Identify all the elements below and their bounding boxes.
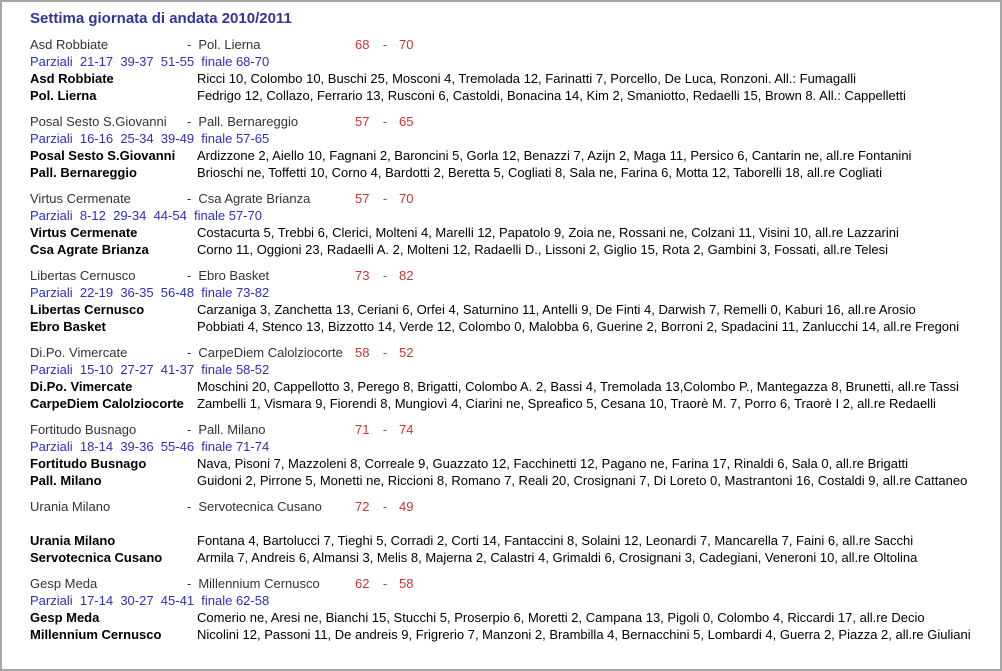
roster-players: Fontana 4, Bartolucci 7, Tieghi 5, Corradi 2, Corti 14, Fantaccini 8, Solaini 12, Leonardi 7, Mancarella 7, Faini 6, all.re Sacchi <box>197 533 914 548</box>
vs-dash: - <box>187 191 192 206</box>
home-score: 58 <box>355 345 370 360</box>
away-team-group <box>187 37 261 52</box>
away-team-group <box>187 499 322 514</box>
away-roster-row <box>30 164 984 181</box>
match-score <box>355 498 415 515</box>
roster-players: Ardizzone 2, Aiello 10, Fagnani 2, Baroncini 5, Gorla 12, Benazzi 7, Azijn 2, Maga 11, Persico 6, Cantarin ne, all.re Fontanini <box>197 148 912 163</box>
away-team-group <box>187 576 320 591</box>
home-team-name: Posal Sesto S.Giovanni <box>30 114 167 129</box>
home-team-name: Gesp Meda <box>30 576 98 591</box>
home-score: 71 <box>355 422 370 437</box>
match-score <box>355 190 415 207</box>
roster-players: Comerio ne, Aresi ne, Bianchi 15, Stucchi 5, Proserpio 6, Moretti 2, Campana 13, Pigoli 0, Colombo 4, Riccardi 17, all.re Decio <box>197 610 925 625</box>
roster-team-name: Virtus Cermenate <box>30 225 138 240</box>
home-roster-row <box>30 70 984 87</box>
home-score: 73 <box>355 268 370 283</box>
away-roster-row <box>30 626 984 643</box>
away-score: 52 <box>399 345 414 360</box>
away-roster-row <box>30 87 984 104</box>
away-roster-row <box>30 395 984 412</box>
vs-dash: - <box>187 422 192 437</box>
match-header <box>30 344 984 361</box>
away-score: 58 <box>399 576 414 591</box>
match-block <box>30 344 984 412</box>
home-roster-row <box>30 147 984 164</box>
away-team-name: Pall. Milano <box>198 422 266 437</box>
roster-players: Zambelli 1, Vismara 9, Fiorendi 8, Mungiovì 4, Ciarini ne, Spreafico 5, Cesana 10, Traorè M. 7, Porro 6, Traorè I 2, all.re Redaelli <box>197 396 936 411</box>
match-header <box>30 190 984 207</box>
match-block <box>30 267 984 335</box>
roster-players: Brioschi ne, Toffetti 10, Corno 4, Bardotti 2, Beretta 5, Cogliati 8, Sala ne, Farina 6, Motta 12, Taborelli 18, all.re Cogliati <box>197 165 883 180</box>
away-roster-row <box>30 241 984 258</box>
roster-team-name: Pol. Lierna <box>30 88 97 103</box>
roster-players: Corno 11, Oggioni 23, Radaelli A. 2, Molteni 12, Radaelli D., Lissoni 2, Giglio 15, Rota 2, Gambini 3, Fossati, all.re Telesi <box>197 242 889 257</box>
match-header <box>30 267 984 284</box>
away-team-name: Pall. Bernareggio <box>198 114 299 129</box>
away-team-name: Millennium Cernusco <box>198 576 320 591</box>
home-team-name: Urania Milano <box>30 499 111 514</box>
roster-players: Costacurta 5, Trebbi 6, Clerici, Molteni 4, Marelli 12, Papatolo 9, Zoia ne, Rossani ne, Colzani 11, Visini 10, all.re Lazzarini <box>197 225 899 240</box>
roster-players: Carzaniga 3, Zanchetta 13, Ceriani 6, Orfei 4, Saturnino 11, Antelli 9, De Finti 4, Darwish 7, Remelli 0, Kaburi 16, all.re Arosio <box>197 302 916 317</box>
home-team-name: Libertas Cernusco <box>30 268 136 283</box>
away-score: 70 <box>399 37 414 52</box>
roster-team-name: Posal Sesto S.Giovanni <box>30 148 176 163</box>
match-header <box>30 113 984 130</box>
away-score: 49 <box>399 499 414 514</box>
parziali-line: Parziali 22-19 36-35 56-48 finale 73-82 <box>30 285 270 300</box>
roster-team-name: Gesp Meda <box>30 610 100 625</box>
matches-list <box>30 36 984 643</box>
home-score: 68 <box>355 37 370 52</box>
away-team-name: CarpeDiem Calolziocorte <box>198 345 343 360</box>
roster-team-name: CarpeDiem Calolziocorte <box>30 396 184 411</box>
home-roster-row <box>30 378 984 395</box>
match-score <box>355 421 415 438</box>
vs-dash: - <box>187 576 192 591</box>
vs-dash: - <box>187 345 192 360</box>
roster-team-name: Ebro Basket <box>30 319 106 334</box>
roster-team-name: Servotecnica Cusano <box>30 550 163 565</box>
roster-players: Ricci 10, Colombo 10, Buschi 25, Mosconi 4, Tremolada 12, Farinatti 7, Porcello, De Luca, Ronzoni. All.: Fumagalli <box>197 71 856 86</box>
roster-team-name: Csa Agrate Brianza <box>30 242 149 257</box>
away-team-group <box>187 345 343 360</box>
score-dash: - <box>382 422 388 437</box>
home-team-name: Fortitudo Busnago <box>30 422 137 437</box>
roster-team-name: Asd Robbiate <box>30 71 114 86</box>
home-roster-row <box>30 301 984 318</box>
home-score: 57 <box>355 114 370 129</box>
match-block <box>30 498 984 566</box>
match-header <box>30 36 984 53</box>
home-roster-row <box>30 532 984 549</box>
roster-team-name: Libertas Cernusco <box>30 302 145 317</box>
home-score: 72 <box>355 499 370 514</box>
roster-players: Nicolini 12, Passoni 11, De andreis 9, Frigrerio 7, Manzoni 2, Brambilla 4, Bernacchini 5, Lombardi 4, Guerra 2, Piazza 2, all.re Giuliani <box>197 627 971 642</box>
home-score: 57 <box>355 191 370 206</box>
vs-dash: - <box>187 114 192 129</box>
roster-players: Armila 7, Andreis 6, Almansi 3, Melis 8, Majerna 2, Calastri 4, Grimaldi 6, Crosignani 3, Cadegiani, Veneroni 10, all.re Oltolina <box>197 550 918 565</box>
match-score <box>355 575 415 592</box>
score-dash: - <box>382 499 388 514</box>
parziali-line: Parziali 15-10 27-27 41-37 finale 58-52 <box>30 362 270 377</box>
away-team-group <box>187 268 269 283</box>
away-team-group <box>187 422 266 437</box>
parziali-line: Parziali 18-14 39-36 55-46 finale 71-74 <box>30 439 270 454</box>
page-title: Settima giornata di andata 2010/2011 <box>30 10 292 27</box>
roster-players: Fedrigo 12, Collazo, Ferrario 13, Rusconi 6, Castoldi, Bonacina 14, Kim 2, Smaniotto, Redaelli 15, Brown 8. All.: Cappelletti <box>197 88 906 103</box>
match-header <box>30 421 984 438</box>
match-header <box>30 575 984 592</box>
score-dash: - <box>382 268 388 283</box>
roster-players: Guidoni 2, Pirrone 5, Monetti ne, Riccioni 8, Romano 7, Reali 20, Crosignani 7, Di Loreto 0, Mastrantoni 16, Costaldi 9, all.re Cattaneo <box>197 473 968 488</box>
home-roster-row <box>30 224 984 241</box>
match-block <box>30 421 984 489</box>
away-score: 65 <box>399 114 414 129</box>
match-block <box>30 36 984 104</box>
score-dash: - <box>382 345 388 360</box>
roster-players: Moschini 20, Cappellotto 3, Perego 8, Brigatti, Colombo A. 2, Bassi 4, Tremolada 13,Colombo P., Mantegazza 8, Brunetti, all.re Tassi <box>197 379 959 394</box>
home-team-name: Virtus Cermenate <box>30 191 131 206</box>
home-roster-row <box>30 455 984 472</box>
match-score <box>355 36 415 53</box>
parziali-line: Parziali 21-17 39-37 51-55 finale 68-70 <box>30 54 270 69</box>
score-dash: - <box>382 191 388 206</box>
home-team-name: Asd Robbiate <box>30 37 109 52</box>
match-score <box>355 344 415 361</box>
match-block <box>30 190 984 258</box>
roster-team-name: Pall. Milano <box>30 473 102 488</box>
parziali-line: Parziali 16-16 25-34 39-49 finale 57-65 <box>30 131 270 146</box>
score-dash: - <box>382 37 388 52</box>
away-score: 82 <box>399 268 414 283</box>
match-block <box>30 575 984 643</box>
roster-team-name: Fortitudo Busnago <box>30 456 147 471</box>
match-score <box>355 113 415 130</box>
roster-players: Pobbiati 4, Stenco 13, Bizzotto 14, Verde 12, Colombo 0, Malobba 6, Guerine 2, Borroni 2, Spadacini 11, Zanlucchi 14, all.re Fregoni <box>197 319 960 334</box>
parziali-line <box>30 515 984 532</box>
away-roster-row <box>30 318 984 335</box>
match-score <box>355 267 415 284</box>
away-team-group <box>187 191 310 206</box>
away-score: 74 <box>399 422 414 437</box>
away-team-name: Csa Agrate Brianza <box>198 191 311 206</box>
home-roster-row <box>30 609 984 626</box>
score-dash: - <box>382 576 388 591</box>
vs-dash: - <box>187 499 192 514</box>
away-team-group <box>187 114 298 129</box>
roster-team-name: Di.Po. Vimercate <box>30 379 133 394</box>
roster-team-name: Urania Milano <box>30 533 116 548</box>
vs-dash: - <box>187 37 192 52</box>
away-roster-row <box>30 472 984 489</box>
score-dash: - <box>382 114 388 129</box>
roster-team-name: Millennium Cernusco <box>30 627 162 642</box>
roster-players: Nava, Pisoni 7, Mazzoleni 8, Correale 9, Guazzato 12, Facchinetti 12, Pagano ne, Farina 17, Rinaldi 6, Sala 0, all.re Brigatti <box>197 456 909 471</box>
match-header <box>30 498 984 515</box>
vs-dash: - <box>187 268 192 283</box>
match-block <box>30 113 984 181</box>
away-roster-row <box>30 549 984 566</box>
away-team-name: Servotecnica Cusano <box>198 499 322 514</box>
away-score: 70 <box>399 191 414 206</box>
home-score: 62 <box>355 576 370 591</box>
away-team-name: Pol. Lierna <box>198 37 261 52</box>
parziali-line: Parziali 8-12 29-34 44-54 finale 57-70 <box>30 208 262 223</box>
away-team-name: Ebro Basket <box>198 268 270 283</box>
roster-team-name: Pall. Bernareggio <box>30 165 137 180</box>
parziali-line: Parziali 17-14 30-27 45-41 finale 62-58 <box>30 593 270 608</box>
home-team-name: Di.Po. Vimercate <box>30 345 128 360</box>
